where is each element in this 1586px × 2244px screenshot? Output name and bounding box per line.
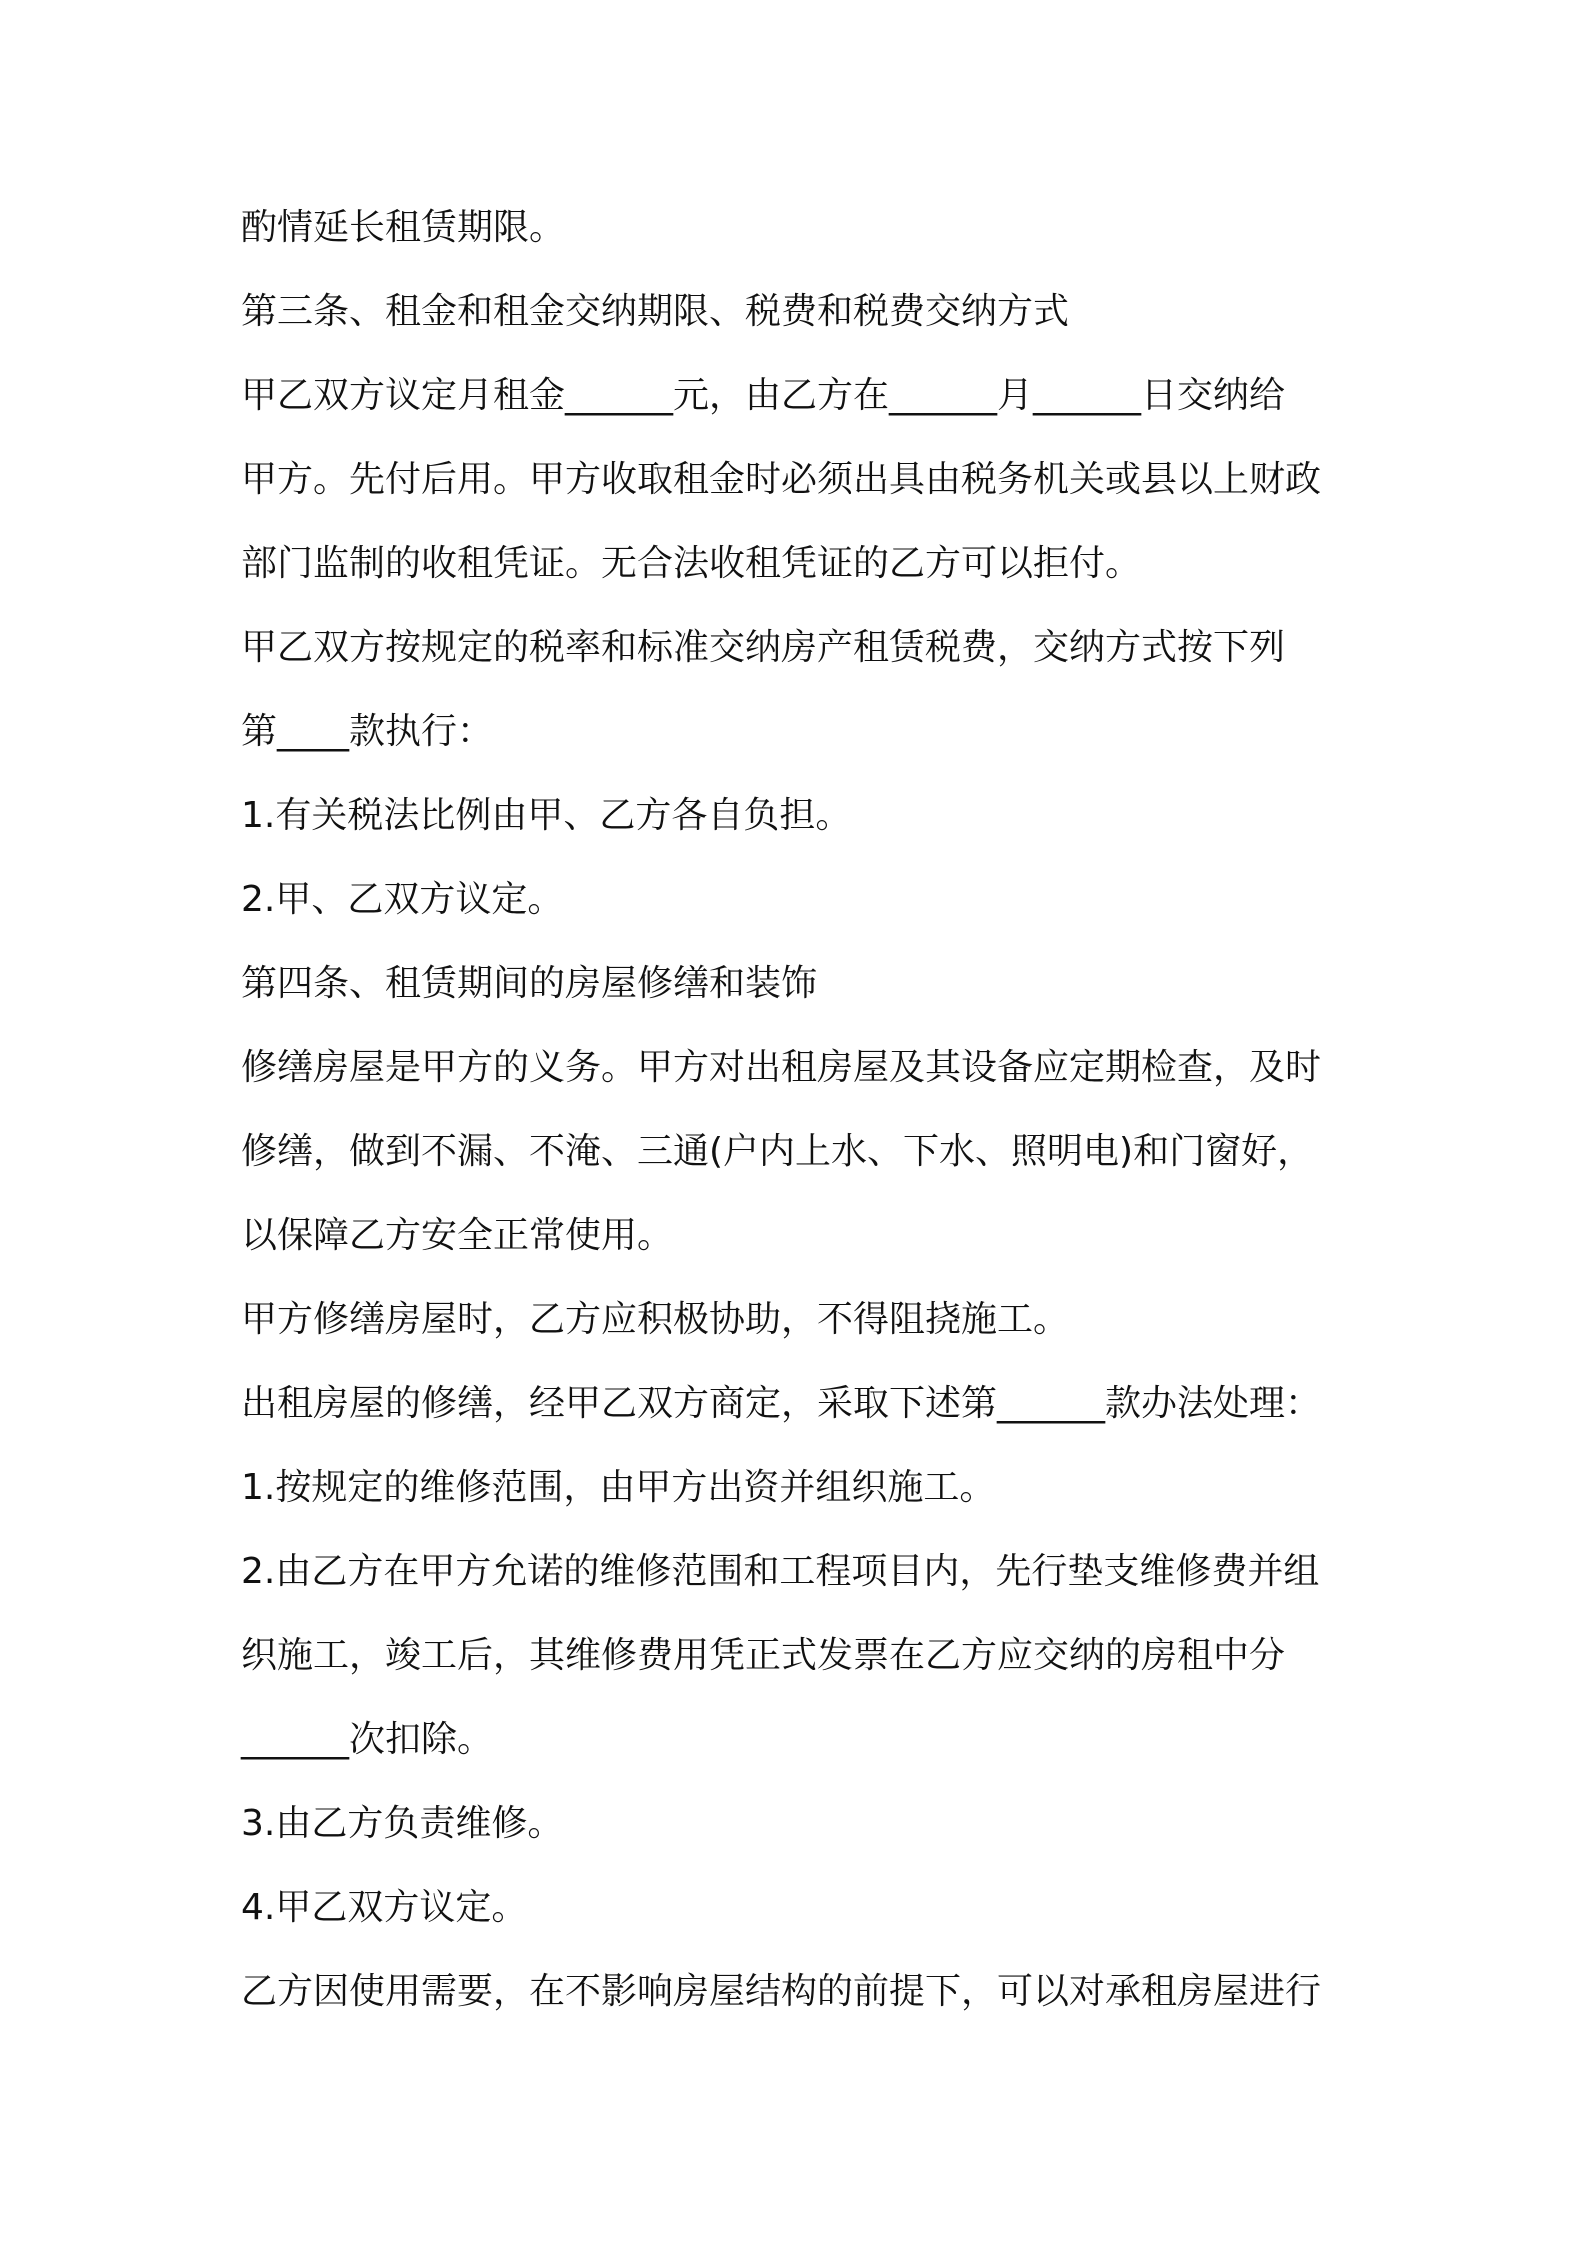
list-item: 2.由乙方在甲方允诺的维修范围和工程项目内，先行垫支维修费并组 (241, 1551, 1320, 1592)
text-line: 甲乙双方按规定的税率和标准交纳房产租赁税费，交纳方式按下列 (241, 627, 1286, 668)
text-line: 甲方修缮房屋时，乙方应积极协助，不得阻挠施工。 (241, 1299, 1070, 1340)
text-line: 部门监制的收租凭证。无合法收租凭证的乙方可以拒付。 (241, 543, 1142, 584)
list-item: 2.甲、乙双方议定。 (241, 879, 564, 920)
text-line: ______次扣除。 (241, 1719, 494, 1760)
text-line: 出租房屋的修缮，经甲乙双方商定，采取下述第______款办法处理： (241, 1383, 1322, 1424)
text-line: 以保障乙方安全正常使用。 (241, 1215, 674, 1256)
text-line: 甲乙双方议定月租金______元，由乙方在______月______日交纳给 (241, 375, 1286, 416)
article-heading: 第四条、租赁期间的房屋修缮和装饰 (241, 963, 818, 1004)
list-item: 1.按规定的维修范围，由甲方出资并组织施工。 (241, 1467, 996, 1508)
text-line: 织施工，竣工后，其维修费用凭正式发票在乙方应交纳的房租中分 (241, 1635, 1286, 1676)
text-line: 乙方因使用需要，在不影响房屋结构的前提下，可以对承租房屋进行 (241, 1971, 1322, 2012)
article-heading: 第三条、租金和租金交纳期限、税费和税费交纳方式 (241, 291, 1070, 332)
text-line: 甲方。先付后用。甲方收取租金时必须出具由税务机关或县以上财政 (241, 459, 1322, 500)
text-line: 修缮，做到不漏、不淹、三通(户内上水、下水、照明电)和门窗好， (241, 1131, 1314, 1172)
list-item: 1.有关税法比例由甲、乙方各自负担。 (241, 795, 852, 836)
list-item: 4.甲乙双方议定。 (241, 1887, 528, 1928)
text-line: 第____款执行： (241, 711, 494, 752)
text-line: 酌情延长租赁期限。 (241, 207, 566, 248)
text-line: 修缮房屋是甲方的义务。甲方对出租房屋及其设备应定期检查，及时 (241, 1047, 1322, 1088)
list-item: 3.由乙方负责维修。 (241, 1803, 564, 1844)
